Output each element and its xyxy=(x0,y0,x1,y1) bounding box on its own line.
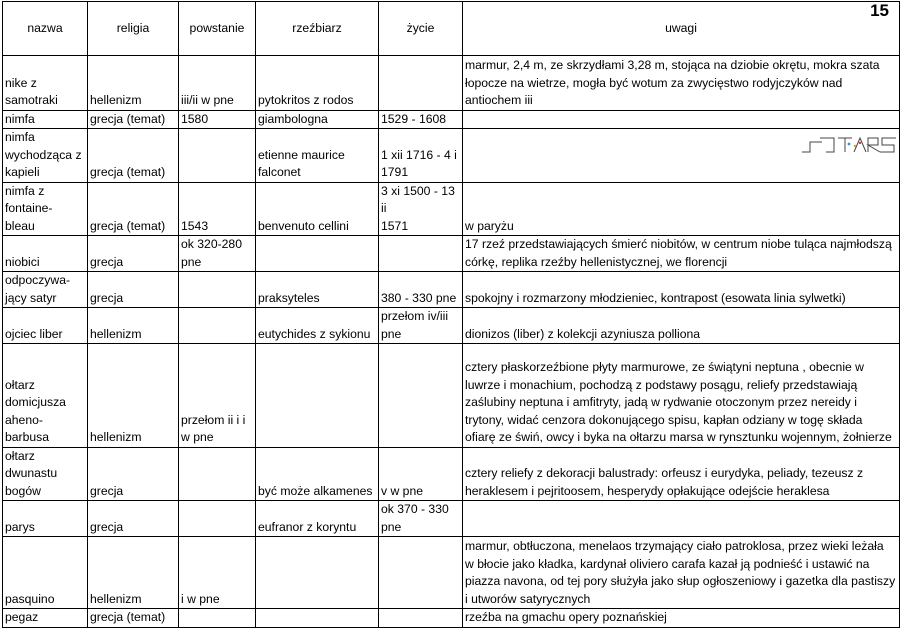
cell-rzezbiarz[interactable]: benvenuto cellini xyxy=(256,182,379,236)
cell-rzezbiarz[interactable]: giambologna xyxy=(256,110,379,129)
cell-uwagi[interactable]: cztery reliefy z dekoracji balustrady: orfeusz i eurydyka, peliady, tezeusz z heraklesem i pejritoosem, hesperydy opłakujące odejście heraklesa xyxy=(463,447,900,501)
cell-nazwa[interactable]: niobici xyxy=(3,236,88,272)
cell-zycie[interactable]: przełom iv/iii pne xyxy=(379,308,463,344)
cell-powstanie[interactable] xyxy=(179,501,256,537)
cell-religia[interactable]: grecja (temat) xyxy=(88,609,179,628)
cell-rzezbiarz[interactable] xyxy=(256,609,379,628)
cell-uwagi[interactable]: dionizos (liber) z kolekcji azyniusza polliona xyxy=(463,308,900,344)
cell-powstanie[interactable]: 1580 xyxy=(179,110,256,129)
cell-religia[interactable]: hellenizm xyxy=(88,55,179,110)
cell-zycie[interactable] xyxy=(379,537,463,609)
cell-powstanie[interactable] xyxy=(179,308,256,344)
cell-powstanie[interactable]: ok 320-280 pne xyxy=(179,236,256,272)
table-row xyxy=(3,501,900,537)
cell-religia[interactable]: grecja (temat) xyxy=(88,182,179,236)
cell-nazwa[interactable]: nimfa wychodząca z kapieli xyxy=(3,129,88,183)
cell-religia[interactable]: grecja xyxy=(88,236,179,272)
cell-nazwa[interactable]: nimfa z fontaine- bleau xyxy=(3,182,88,236)
cell-nazwa[interactable]: nike z samotraki xyxy=(3,55,88,110)
spreadsheet xyxy=(2,1,900,628)
cell-rzezbiarz[interactable] xyxy=(256,344,379,448)
cell-religia[interactable]: hellenizm xyxy=(88,537,179,609)
table-row xyxy=(3,236,900,272)
cell-uwagi[interactable]: 17 rzeź przedstawiających śmierć niobitów, w centrum niobe tuląca najmłodszą córkę, replika rzeźby hellenistycznej, we florencji xyxy=(463,236,900,272)
cell-religia[interactable]: grecja xyxy=(88,501,179,537)
cell-zycie[interactable] xyxy=(379,344,463,448)
cell-uwagi[interactable] xyxy=(463,110,900,129)
cell-uwagi[interactable]: w paryżu xyxy=(463,182,900,236)
header-row xyxy=(3,2,900,56)
cell-religia[interactable]: hellenizm xyxy=(88,308,179,344)
header-cell-zycie[interactable]: życie xyxy=(379,2,463,56)
cell-uwagi[interactable]: cztery płaskorzeźbione płyty marmurowe, ze świątyni neptuna , obecnie w luwrze i monachium, pochodzą z podstawy posągu, reliefy przedstawiają zaślubiny neptuna i amfitryty, jadą w rydwanie otoczonym przez nereidy i trytony, widać cenzora dokonującego spisu, kapłan odziany w togę składa ofiarę ze świń, owcy i byka na ołtarzu marsa w rynsztunku wojennym, żołnierze xyxy=(463,344,900,448)
cell-powstanie[interactable]: i w pne xyxy=(179,537,256,609)
cell-religia[interactable]: grecja xyxy=(88,447,179,501)
cell-powstanie[interactable] xyxy=(179,609,256,628)
sculpture-table xyxy=(2,1,900,628)
table-row xyxy=(3,182,900,236)
cell-religia[interactable]: grecja (temat) xyxy=(88,129,179,183)
table-row xyxy=(3,110,900,129)
cell-rzezbiarz[interactable] xyxy=(256,236,379,272)
cell-rzezbiarz[interactable]: eutychides z sykionu xyxy=(256,308,379,344)
table-row xyxy=(3,55,900,110)
cell-nazwa[interactable]: parys xyxy=(3,501,88,537)
cell-rzezbiarz[interactable]: być może alkamenes xyxy=(256,447,379,501)
cell-nazwa[interactable]: ołtarz domicjusza aheno- barbusa xyxy=(3,344,88,448)
cell-religia[interactable]: grecja (temat) xyxy=(88,110,179,129)
table-row xyxy=(3,447,900,501)
cell-rzezbiarz[interactable] xyxy=(256,537,379,609)
page-number: 15 xyxy=(870,1,889,20)
cell-zycie[interactable] xyxy=(379,236,463,272)
cell-rzezbiarz[interactable]: pytokritos z rodos xyxy=(256,55,379,110)
cell-zycie[interactable]: v w pne xyxy=(379,447,463,501)
cell-nazwa[interactable]: nimfa xyxy=(3,110,88,129)
cell-nazwa[interactable]: pasquino xyxy=(3,537,88,609)
cell-nazwa[interactable]: ołtarz dwunastu bogów xyxy=(3,447,88,501)
header-cell-nazwa[interactable]: nazwa xyxy=(3,2,88,56)
cell-nazwa[interactable]: odpoczywa- jący satyr xyxy=(3,272,88,308)
cell-powstanie[interactable] xyxy=(179,447,256,501)
cell-rzezbiarz[interactable]: eufranor z koryntu xyxy=(256,501,379,537)
cell-zycie[interactable]: 1529 - 1608 xyxy=(379,110,463,129)
header-cell-religia[interactable]: religia xyxy=(88,2,179,56)
cell-zycie[interactable]: ok 370 - 330 pne xyxy=(379,501,463,537)
cell-zycie[interactable] xyxy=(379,55,463,110)
cell-powstanie[interactable]: iii/ii w pne xyxy=(179,55,256,110)
header-uwagi-label: uwagi xyxy=(665,20,697,35)
cell-religia[interactable]: hellenizm xyxy=(88,344,179,448)
cell-zycie[interactable]: 1 xii 1716 - 4 i 1791 xyxy=(379,129,463,183)
table-row xyxy=(3,272,900,308)
cell-rzezbiarz[interactable]: etienne maurice falconet xyxy=(256,129,379,183)
table-body xyxy=(3,55,900,627)
table-row xyxy=(3,537,900,609)
header-cell-rzezbiarz[interactable]: rzeźbiarz xyxy=(256,2,379,56)
cell-uwagi[interactable]: marmur, 2,4 m, ze skrzydłami 3,28 m, stojąca na dziobie okrętu, mokra szata łopocze na wietrze, mogła być wotum za zwycięstwo rodyjczyków nad antiochem iii xyxy=(463,55,900,110)
cell-uwagi[interactable]: spokojny i rozmarzony młodzieniec, kontrapost (esowata linia sylwetki) xyxy=(463,272,900,308)
table-row xyxy=(3,308,900,344)
cell-nazwa[interactable]: pegaz xyxy=(3,609,88,628)
cell-uwagi[interactable]: rzeźba na gmachu opery poznańskiej xyxy=(463,609,900,628)
table-row xyxy=(3,344,900,448)
cell-zycie[interactable]: 380 - 330 pne xyxy=(379,272,463,308)
cell-uwagi[interactable]: marmur, obtłuczona, menelaos trzymający ciało patroklosa, przez wieki leżała w błocie jako kładka, kardynał oliviero carafa kazał ją podnieść i ustawić na piazza navona, od tej pory służyła jako słup ogłoszeniowy i gazetka dla pastiszy i utworów satyrycznych xyxy=(463,537,900,609)
cell-uwagi[interactable] xyxy=(463,501,900,537)
cell-zycie[interactable] xyxy=(379,609,463,628)
cell-powstanie[interactable] xyxy=(179,272,256,308)
table-row xyxy=(3,129,900,183)
cell-nazwa[interactable]: ojciec liber xyxy=(3,308,88,344)
cell-rzezbiarz[interactable]: praksyteles xyxy=(256,272,379,308)
table-row xyxy=(3,609,900,628)
cell-powstanie[interactable]: 1543 xyxy=(179,182,256,236)
header-cell-powstanie[interactable]: powstanie xyxy=(179,2,256,56)
cell-powstanie[interactable] xyxy=(179,129,256,183)
stars-logo xyxy=(802,130,896,160)
cell-powstanie[interactable]: przełom ii i i w pne xyxy=(179,344,256,448)
header-cell-uwagi[interactable] xyxy=(463,2,900,56)
cell-religia[interactable]: grecja xyxy=(88,272,179,308)
cell-zycie[interactable]: 3 xi 1500 - 13 ii 1571 xyxy=(379,182,463,236)
